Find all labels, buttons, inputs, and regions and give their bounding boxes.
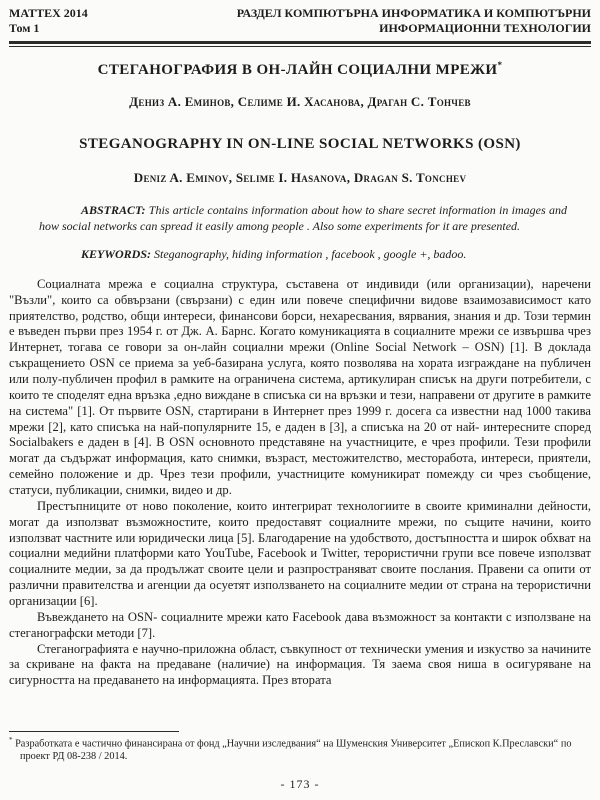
page-number: - 173 - <box>280 777 320 791</box>
footnote-divider <box>9 731 179 732</box>
section-title-line2: ИНФОРМАЦИОННИ ТЕХНОЛОГИИ <box>379 21 591 35</box>
keywords <box>39 247 567 263</box>
abstract <box>39 203 567 234</box>
footnote-text: Разработката е частично финансирана от фонд „Научни изследвания“ на Шуменския Университет „Епископ К.Преславски“ по проект РД 08-238 / 2014. <box>12 738 572 763</box>
paper-title-en: STEGANOGRAPHY IN ON-LINE SOCIAL NETWORKS (OSN) <box>79 136 521 152</box>
body-paragraph: Въвеждането на OSN- социалните мрежи като Facebook дава възможност за контакти с използване на стеганографски методи [7]. <box>9 609 591 640</box>
abstract-text: This article contains information about how to share secret information in images and how social networks can spread it easily among people . Also some experiments for it are presented. <box>39 203 567 233</box>
section-title-line1: РАЗДЕЛ КОМПЮТЪРНА ИНФОРМАТИКА И КОМПЮТЪРНИ <box>236 6 591 20</box>
page-header <box>9 6 591 36</box>
keywords-text: Steganography, hiding information , facebook , google +, badoo. <box>151 247 467 262</box>
keywords-label: KEYWORDS: <box>81 247 152 262</box>
paper-title-bg-text: СТЕГАНОГРАФИЯ В ОН-ЛАЙН СОЦИАЛНИ МРЕЖИ <box>97 62 498 78</box>
header-section-block <box>237 6 591 36</box>
body-paragraph: Престъпниците от ново поколение, които интегрират технологиите в своите криминални дейности, могат да използват възможностите, които предоставят социалните мрежи, по същите начини, които използват частните или юридически лица [5]. Благодарение на удобството, достъпността и широк обхват на социални медийни платформи като YouTube, Facebook и Twitter, терористични групи все повече използват социалните медии, за да продължат своите цели и разпространяват своите послания. Правени са опити от различни правителства и агенции да осуетят използването на социалните медии от страна на терористични организации [6]. <box>9 498 591 608</box>
abstract-label: ABSTRACT: <box>81 203 146 217</box>
title-footnote-marker: * <box>497 60 503 70</box>
header-divider <box>9 41 591 47</box>
authors-bg: Дениз А. Еминов, Селиме И. Хасанова, Драган С. Тончев <box>129 94 471 109</box>
footnote <box>9 731 591 764</box>
header-journal-block <box>9 6 88 36</box>
footnote-text-block <box>9 736 591 764</box>
body-paragraph: Социалната мрежа е социална структура, съставена от индивиди (или организации), наречени "Възли", които са обвързани (свързани) с един или повече специфични видове взаимозависимост като приятелство, родство, общи интереси, финансови борси, нехаресвания, вярвания, знания и др. Този термин е въведен първи през 1954 г. от Дж. А. Барнс. Когато комуникацията в социалните мрежи се извършва чрез Интернет, тогава се говори за он-лайн социални мрежи (Online Social Network – OSN) [1]. В доклада съкращението OSN се приема за уеб-базирана услуга, която позволява на хората изграждане на публичен или полу-публичен профил в рамките на ограничена система, артикулиран списък на други потребители, с които те споделят една връзка ,едно виждане в списъка си на връзки и тези, направени от другите в рамките на система" [1]. От първите OSN, стартирани в Интернет през 1999 г. досега са известни над 1000 такива мрежи [2], като списъка на най-популярните 15, е даден в [3], а списъка на 20 от най- интересните според Socialbakers е даден в [4]. В OSN основното представяне на участниците, е чрез профили. Тези профили могат да съдържат информация, като снимки, възраст, местожителство, месторабота, интереси, приятели, семейно положение и др. Чрез тези профили, участниците комуникират помежду си чрез съобщение, статуси, публикации, снимки, видео и др. <box>9 276 591 497</box>
body-paragraph: Стеганографията е научно-приложна област, съвкупност от технически умения и изкуство за начините за скриване на факта на предаване (наличие) на информация. Тя заема своя ниша в осигуряване на сигурността на предаването на информацията. През втората <box>9 641 591 688</box>
volume-label: Том 1 <box>9 21 40 35</box>
article-body <box>9 277 591 689</box>
authors-en: Deniz A. Eminov, Selime I. Hasanova, Dragan S. Tonchev <box>133 170 467 185</box>
footnote-marker: * <box>9 735 13 744</box>
paper-title-bg <box>9 60 591 79</box>
journal-name: MATTEX 2014 <box>9 6 88 20</box>
